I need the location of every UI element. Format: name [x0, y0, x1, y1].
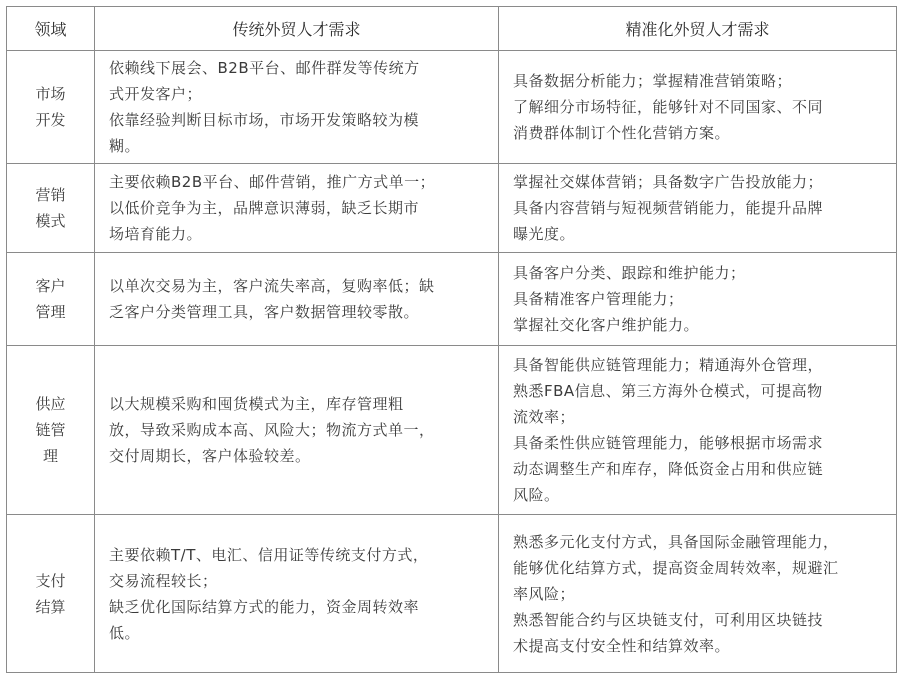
traditional-cell: [95, 253, 499, 346]
domain-text: 支付: [35, 571, 66, 590]
cell-line: 主要依赖B2B平台、邮件营销，推广方式单一；: [109, 173, 436, 191]
domain-cell: [7, 346, 95, 515]
cell-line: 消费群体制订个性化营销方案。: [513, 124, 731, 142]
cell-line: 术提高支付安全性和结算效率。: [513, 636, 731, 655]
precise-cell: [499, 51, 897, 164]
cell-line: 糊。: [109, 137, 141, 155]
cell-line: 放，导致采购成本高、风险大；物流方式单一，: [109, 421, 435, 439]
domain-text: 市场: [35, 85, 66, 103]
domain-cell: [7, 253, 95, 346]
cell-line: 掌握社交媒体营销；具备数字广告投放能力；: [513, 173, 824, 191]
domain-text: 链管: [35, 421, 66, 439]
cell-line: 曝光度。: [513, 225, 576, 243]
precise-cell: [499, 515, 897, 673]
precise-cell: [499, 253, 897, 346]
talent-demand-table: [6, 6, 897, 673]
traditional-cell: [95, 164, 499, 253]
precise-cell: [499, 346, 897, 515]
header-traditional: 传统外贸人才需求: [95, 7, 499, 51]
header-precise: 精准化外贸人才需求: [499, 7, 897, 51]
cell-line: 式开发客户；: [109, 85, 203, 103]
cell-line: 动态调整生产和库存，降低资金占用和供应链: [513, 460, 824, 478]
cell-line: 以单次交易为主，客户流失率高，复购率低；缺: [109, 277, 435, 295]
traditional-cell: [95, 515, 499, 673]
cell-line: 熟悉多元化支付方式，具备国际金融管理能力，: [513, 532, 839, 551]
cell-line: 流效率；: [513, 408, 576, 426]
cell-line: 具备精准客户管理能力；: [513, 290, 684, 308]
domain-text: 管理: [35, 303, 66, 321]
cell-line: 交付周期长，客户体验较差。: [109, 447, 311, 465]
cell-line: 主要依赖T/T、电汇、信用证等传统支付方式，: [109, 545, 429, 564]
table-row: [7, 51, 897, 164]
cell-line: 风险。: [513, 486, 560, 504]
cell-line: 具备客户分类、跟踪和维护能力；: [513, 264, 746, 282]
table-row: [7, 515, 897, 673]
domain-cell: [7, 515, 95, 673]
cell-line: 具备柔性供应链管理能力，能够根据市场需求: [513, 434, 824, 452]
domain-text: 客户: [35, 277, 66, 295]
cell-line: 以低价竞争为主，品牌意识薄弱，缺乏长期市: [109, 199, 420, 217]
table-row: [7, 164, 897, 253]
cell-line: 低。: [109, 623, 141, 642]
table-row: [7, 346, 897, 515]
cell-line: 缺乏优化国际结算方式的能力，资金周转效率: [109, 597, 420, 616]
header-domain: 领域: [7, 7, 95, 51]
table-header-row: [7, 7, 897, 51]
cell-line: 能够优化结算方式，提高资金周转效率，规避汇: [513, 558, 839, 577]
traditional-cell: [95, 51, 499, 164]
domain-text: 理: [42, 447, 58, 465]
cell-line: 以大规模采购和囤货模式为主，库存管理粗: [109, 395, 404, 413]
cell-line: 乏客户分类管理工具，客户数据管理较零散。: [109, 303, 420, 321]
traditional-cell: [95, 346, 499, 515]
domain-text: 营销: [35, 186, 66, 204]
cell-line: 场培育能力。: [109, 225, 203, 243]
cell-line: 熟悉FBA信息、第三方海外仓模式，可提高物: [513, 382, 823, 400]
domain-text: 供应: [35, 395, 66, 413]
cell-line: 具备智能供应链管理能力；精通海外仓管理，: [513, 356, 824, 374]
cell-line: 具备数据分析能力；掌握精准营销策略；: [513, 72, 793, 90]
domain-text: 模式: [35, 212, 66, 230]
precise-cell: [499, 164, 897, 253]
domain-text: 结算: [35, 597, 66, 616]
domain-cell: [7, 51, 95, 164]
cell-line: 依赖线下展会、B2B平台、邮件群发等传统方: [109, 59, 420, 77]
cell-line: 交易流程较长；: [109, 571, 218, 590]
domain-text: 开发: [35, 111, 66, 129]
cell-line: 掌握社交化客户维护能力。: [513, 316, 700, 334]
cell-line: 依靠经验判断目标市场，市场开发策略较为模: [109, 111, 420, 129]
cell-line: 率风险；: [513, 584, 576, 603]
cell-line: 具备内容营销与短视频营销能力，能提升品牌: [513, 199, 824, 217]
cell-line: 了解细分市场特征，能够针对不同国家、不同: [513, 98, 824, 116]
cell-line: 熟悉智能合约与区块链支付，可利用区块链技: [513, 610, 824, 629]
domain-cell: [7, 164, 95, 253]
table-row: [7, 253, 897, 346]
